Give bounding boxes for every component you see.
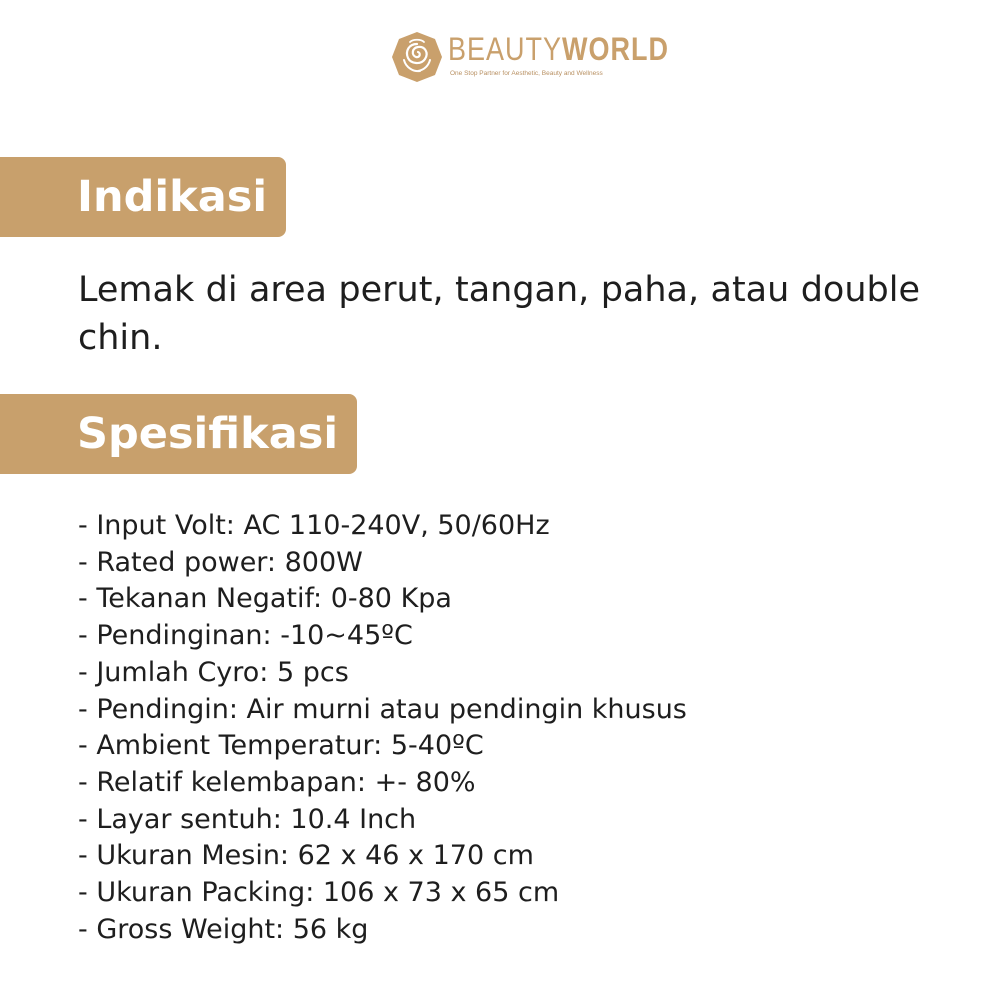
rose-icon	[390, 30, 444, 84]
spec-item-ukuran-mesin: - Ukuran Mesin: 62 x 46 x 170 cm	[78, 840, 534, 872]
spec-item-pendinginan: - Pendinginan: -10~45ºC	[78, 620, 413, 652]
brand-logo	[390, 28, 670, 88]
spec-item-input-volt: - Input Volt: AC 110-240V, 50/60Hz	[78, 510, 550, 541]
indikasi-body: Lemak di area perut, tangan, paha, atau double chin.	[78, 270, 920, 358]
spec-item-ambient-temperatur: - Ambient Temperatur: 5-40ºC	[78, 730, 484, 762]
spec-item-pendingin: - Pendingin: Air murni atau pendingin khusus	[78, 693, 687, 725]
spec-item-layar-sentuh: - Layar sentuh: 10.4 Inch	[78, 803, 417, 835]
spec-item-ukuran-packing: - Ukuran Packing: 106 x 73 x 65 cm	[78, 877, 560, 909]
spec-item-relatif-kelembapan: - Relatif kelembapan: +- 80%	[78, 766, 476, 798]
brand-name-part2: WORLD	[562, 31, 670, 67]
brand-tagline: One Stop Partner for Aesthetic, Beauty and Wellness	[450, 70, 603, 77]
indikasi-heading: Indikasi	[0, 157, 286, 237]
spec-item-tekanan-negatif: - Tekanan Negatif: 0-80 Kpa	[78, 583, 452, 615]
spec-item-gross-weight: - Gross Weight: 56 kg	[78, 913, 369, 945]
brand-name-part1: BEAUTY	[448, 31, 563, 67]
brand-name	[448, 31, 670, 67]
spesifikasi-heading: Spesifikasi	[0, 394, 357, 474]
spec-list	[78, 508, 687, 948]
spec-item-jumlah-cyro: - Jumlah Cyro: 5 pcs	[78, 656, 349, 688]
spec-item-rated-power: - Rated power: 800W	[78, 546, 363, 578]
